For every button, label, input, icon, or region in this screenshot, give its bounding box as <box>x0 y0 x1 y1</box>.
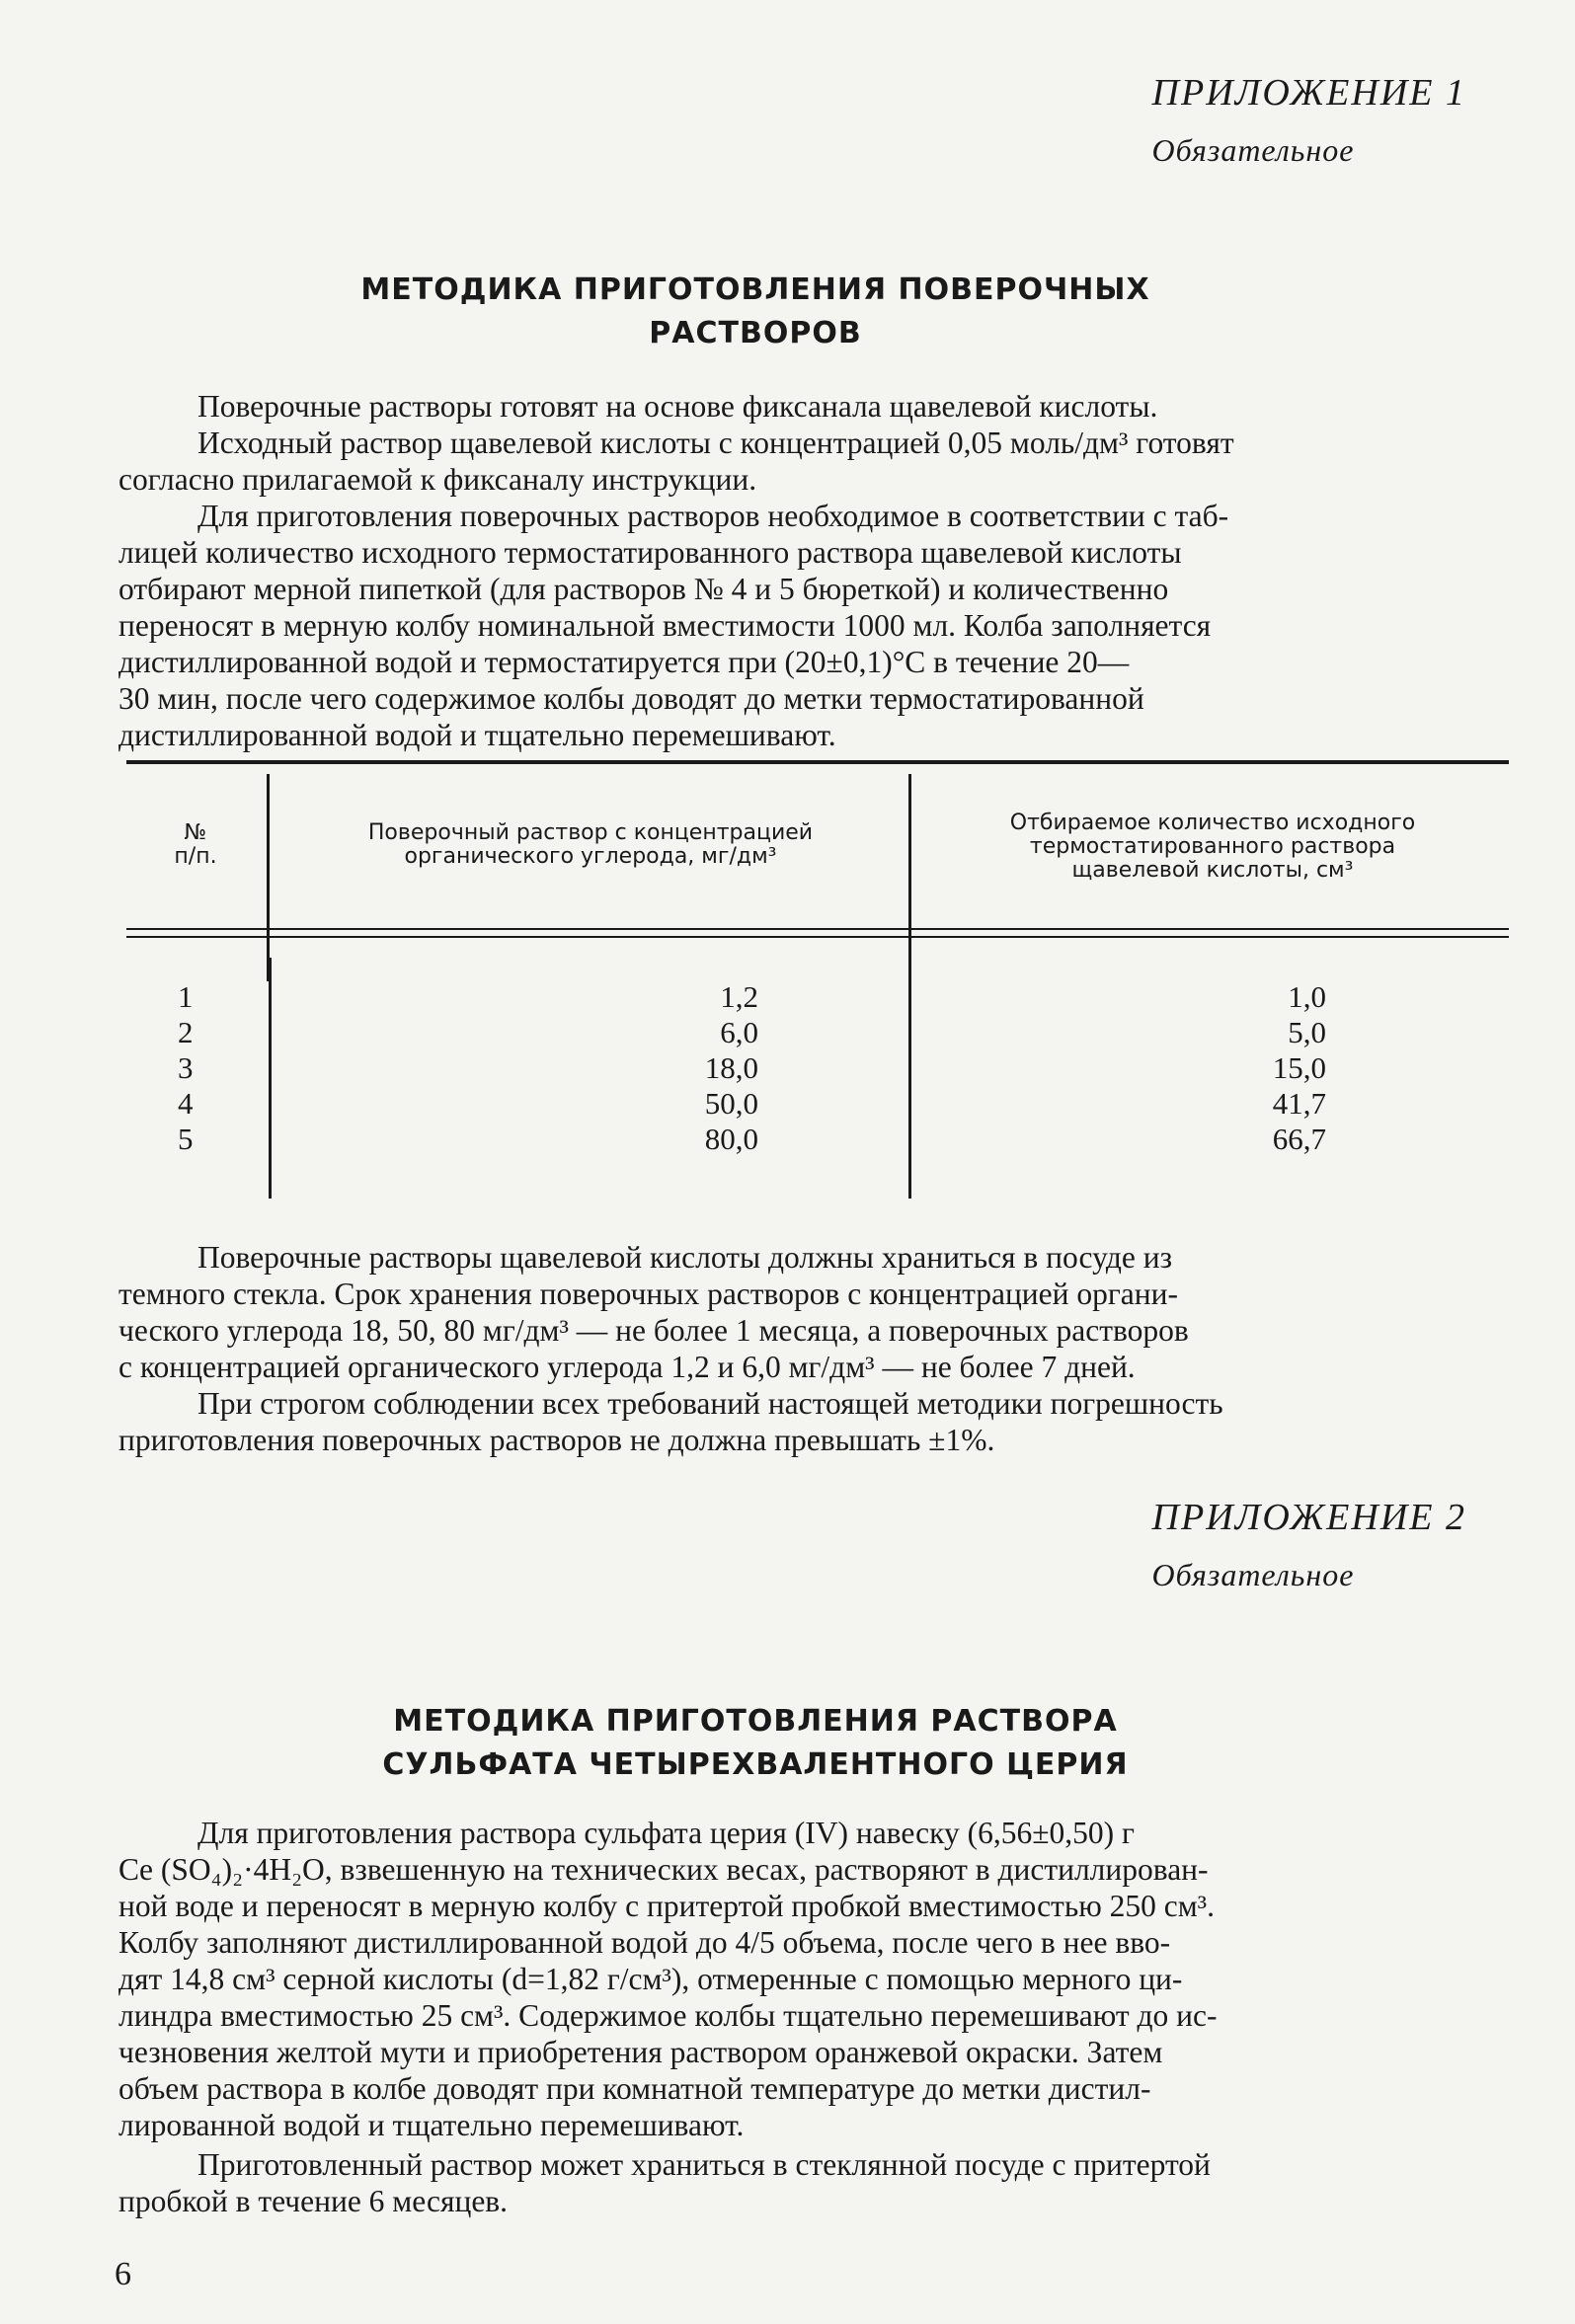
text-line: Ce (SO₄)₂·4H₂O, взвешенную на технических весах, растворяют в дистиллирован- <box>118 1852 1209 1887</box>
text-line: Поверочные растворы щавелевой кислоты должны храниться в посуде из <box>197 1240 1173 1275</box>
paragraph <box>118 425 1506 498</box>
paragraph <box>118 1239 1506 1385</box>
page-number: 6 <box>115 2256 131 2292</box>
text-line: согласно прилагаемой к фиксаналу инструкции. <box>118 462 757 497</box>
table-header-rule <box>126 936 1509 938</box>
table-cell: 41,7 <box>1272 1086 1326 1121</box>
paragraph <box>118 1815 1506 2143</box>
text-line: лированной водой и тщательно перемешивают. <box>118 2108 745 2142</box>
text-line: Для приготовления раствора сульфата церия (IV) навеску (6,56±0,50) г <box>197 1816 1135 1850</box>
table-top-rule <box>126 760 1509 764</box>
table-cell: 1,0 <box>1288 979 1326 1014</box>
text-line: линдра вместимостью 25 см³. Содержимое колбы тщательно перемешивают до ис- <box>118 1998 1218 2033</box>
text-line: отбирают мерной пипеткой (для растворов № 4 и 5 бюреткой) и количественно <box>118 572 1169 606</box>
text-line: темного стекла. Срок хранения поверочных растворов с концентрацией органи- <box>118 1277 1178 1311</box>
text-line: ческого углерода 18, 50, 80 мг/дм³ — не более 1 месяца, а поверочных растворов <box>118 1313 1189 1348</box>
calibration-table <box>126 760 1509 1204</box>
text-line: Колбу заполняют дистиллированной водой до 4/5 объема, после чего в нее вво- <box>118 1925 1171 1960</box>
header-line: органического углерода, мг/дм³ <box>404 844 777 869</box>
title-line: МЕТОДИКА ПРИГОТОВЛЕНИЯ РАСТВОРА <box>393 1704 1118 1739</box>
header-line: п/п. <box>174 844 217 869</box>
header-concentration <box>275 821 906 869</box>
appendix-1-label: ПРИЛОЖЕНИЕ 1 <box>1151 72 1466 114</box>
column-volumes <box>1188 979 1326 1157</box>
paragraph <box>118 498 1506 753</box>
text-line: Исходный раствор щавелевой кислоты с концентрацией 0,05 моль/дм³ готовят <box>197 426 1234 460</box>
paragraph: Поверочные растворы готовят на основе фиксанала щавелевой кислоты. <box>197 389 1158 424</box>
header-line: Поверочный раствор с концентрацией <box>367 820 814 845</box>
column-numbers <box>178 979 194 1157</box>
table-header-rule <box>126 928 1509 930</box>
header-number <box>126 821 265 869</box>
header-line: Отбираемое количество исходного <box>1009 811 1416 835</box>
table-cell: 5,0 <box>1288 1015 1326 1049</box>
text-line: лицей количество исходного термостатированного раствора щавелевой кислоты <box>118 535 1182 570</box>
text-line: 30 мин, после чего содержимое колбы доводят до метки термостатированной <box>118 681 1144 716</box>
table-cell: 6,0 <box>720 1015 758 1049</box>
text-line: объем раствора в колбе доводят при комнатной температуре до метки дистил- <box>118 2071 1151 2106</box>
table-cell: 1 <box>178 979 194 1014</box>
table-cell: 66,7 <box>1272 1122 1326 1156</box>
title-line: МЕТОДИКА ПРИГОТОВЛЕНИЯ ПОВЕРОЧНЫХ <box>360 272 1150 307</box>
text-line: переносят в мерную колбу номинальной вместимости 1000 мл. Колба заполняется <box>118 608 1212 643</box>
appendix-2-label: ПРИЛОЖЕНИЕ 2 <box>1151 1497 1466 1538</box>
header-line: термостатированного раствора <box>1029 834 1396 859</box>
paragraph <box>118 2146 1506 2219</box>
table-divider <box>267 774 270 981</box>
text-line: дистиллированной водой и тщательно перемешивают. <box>118 718 836 752</box>
title-line: РАСТВОРОВ <box>649 316 862 350</box>
table-cell: 4 <box>178 1086 194 1121</box>
table-cell: 18,0 <box>704 1050 758 1085</box>
table-cell: 2 <box>178 1015 194 1049</box>
title-line: СУЛЬФАТА ЧЕТЫРЕХВАЛЕНТНОГО ЦЕРИЯ <box>382 1747 1129 1782</box>
table-cell: 15,0 <box>1272 1050 1326 1085</box>
section-1-title <box>118 269 1392 355</box>
text-line: с концентрацией органического углерода 1,2 и 6,0 мг/дм³ — не более 7 дней. <box>118 1350 1136 1384</box>
table-cell: 3 <box>178 1050 194 1085</box>
section-2-title <box>118 1700 1392 1787</box>
text-line: приготовления поверочных растворов не должна превышать ±1%. <box>118 1423 995 1457</box>
header-line: № <box>184 820 207 845</box>
text-line: При строгом соблюдении всех требований настоящей методики погрешность <box>197 1386 1223 1421</box>
header-line: щавелевой кислоты, см³ <box>1071 858 1354 883</box>
table-divider <box>269 958 272 1199</box>
text-line: Для приготовления поверочных растворов необходимое в соответствии с таб- <box>197 499 1229 533</box>
text-line: дят 14,8 см³ серной кислоты (d=1,82 г/см³), отмеренные с помощью мерного ци- <box>118 1962 1183 1996</box>
table-cell: 1,2 <box>720 979 758 1014</box>
paragraph <box>118 1385 1506 1458</box>
text-line: дистиллированной водой и термостатируется при (20±0,1)°С в течение 20— <box>118 645 1130 679</box>
appendix-1-header <box>1152 71 1466 169</box>
text-line: ной воде и переносят в мерную колбу с притертой пробкой вместимостью 250 см³. <box>118 1889 1215 1923</box>
header-volume <box>916 812 1509 883</box>
appendix-2-header <box>1152 1496 1466 1593</box>
appendix-1-note: Обязательное <box>1151 132 1355 168</box>
text-line: чезновения желтой мути и приобретения раствором оранжевой окраски. Затем <box>118 2035 1163 2069</box>
text-line: Приготовленный раствор может храниться в стеклянной посуде с притертой <box>197 2147 1211 2182</box>
table-cell: 5 <box>178 1122 194 1156</box>
table-cell: 50,0 <box>704 1086 758 1121</box>
column-concentrations <box>600 979 758 1157</box>
text-line: пробкой в течение 6 месяцев. <box>118 2184 509 2218</box>
table-cell: 80,0 <box>704 1122 758 1156</box>
table-divider <box>908 774 911 1199</box>
appendix-2-note: Обязательное <box>1151 1557 1355 1592</box>
